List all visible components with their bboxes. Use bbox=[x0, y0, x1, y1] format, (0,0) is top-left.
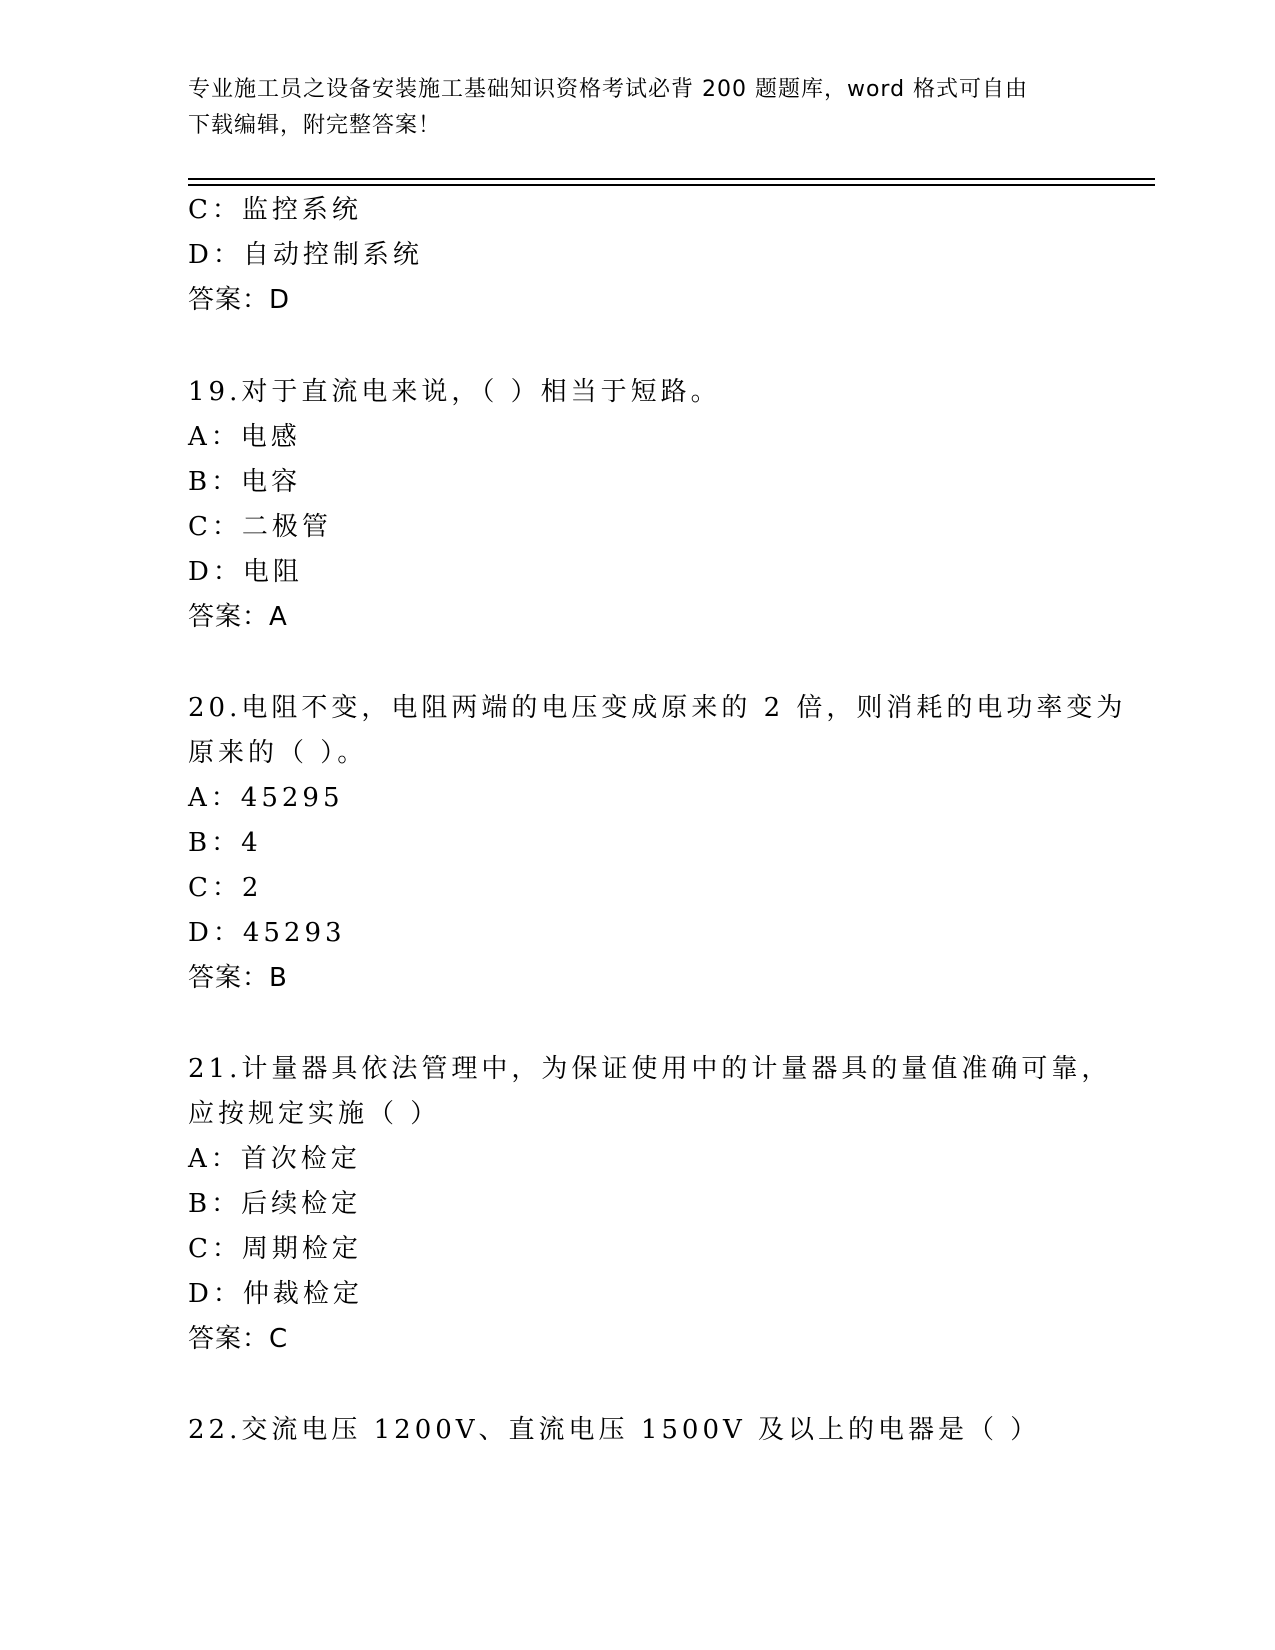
header-line-2: 下载编辑，附完整答案！ bbox=[188, 113, 442, 138]
q21-stem-line-1: 21.计量器具依法管理中，为保证使用中的计量器具的量值准确可靠， bbox=[188, 1054, 1112, 1084]
q22-stem: 22.交流电压 1200V、直流电压 1500V 及以上的电器是（ ） bbox=[188, 1415, 1041, 1445]
q21-option-c: C：周期检定 bbox=[188, 1234, 362, 1264]
header-line-1: 专业施工员之设备安装施工基础知识资格考试必背 200 题题库，word 格式可自由 bbox=[188, 77, 1029, 102]
q21-option-b: B：后续检定 bbox=[188, 1189, 362, 1219]
q20-answer: 答案：B bbox=[188, 963, 288, 993]
q21-option-d: D：仲裁检定 bbox=[188, 1279, 363, 1309]
q20-stem-line-1: 20.电阻不变，电阻两端的电压变成原来的 2 倍，则消耗的电功率变为 bbox=[188, 693, 1127, 723]
q21-stem-line-2: 应按规定实施（ ） bbox=[188, 1099, 441, 1129]
prev-option-c: C：监控系统 bbox=[188, 195, 362, 225]
q19-option-b: B：电容 bbox=[188, 467, 302, 497]
q19-option-c: C：二极管 bbox=[188, 512, 332, 542]
q19-stem: 19.对于直流电来说，（ ）相当于短路。 bbox=[188, 377, 721, 407]
q21-option-a: A：首次检定 bbox=[188, 1144, 361, 1174]
q21-answer: 答案：C bbox=[188, 1324, 289, 1354]
q20-option-a: A：45295 bbox=[188, 783, 344, 813]
q20-option-d: D：45293 bbox=[188, 918, 346, 948]
q19-option-d: D：电阻 bbox=[188, 557, 303, 587]
header-divider-top bbox=[188, 178, 1155, 180]
prev-answer: 答案：D bbox=[188, 285, 291, 315]
q20-stem-line-2: 原来的（ ）。 bbox=[188, 738, 368, 768]
header-divider-bottom bbox=[188, 184, 1155, 186]
q20-option-c: C：2 bbox=[188, 873, 263, 903]
q20-option-b: B：4 bbox=[188, 828, 262, 858]
q19-answer: 答案：A bbox=[188, 602, 288, 632]
prev-option-d: D：自动控制系统 bbox=[188, 240, 423, 270]
document-header bbox=[188, 72, 1088, 144]
q19-option-a: A：电感 bbox=[188, 422, 301, 452]
